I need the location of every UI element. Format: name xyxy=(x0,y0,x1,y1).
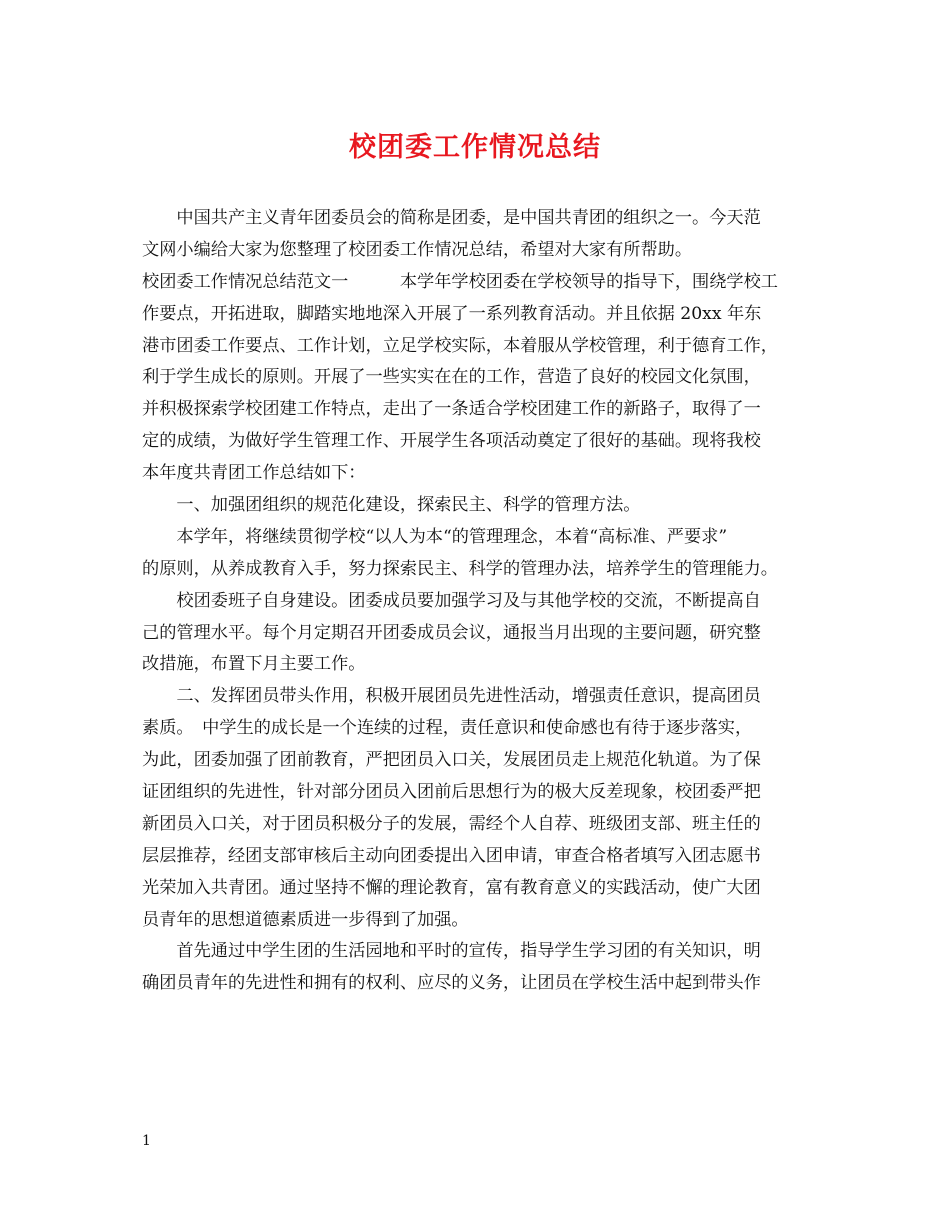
body-line: 新团员入口关，对于团员积极分子的发展，需经个人自荐、班级团支部、班主任的 xyxy=(142,813,761,834)
body-line: 校团委工作情况总结范文一 本学年学校团委在学校领导的指导下，围绕学校工 xyxy=(142,271,778,292)
body-line: 确团员青年的先进性和拥有的权利、应尽的义务，让团员在学校生活中起到带头作 xyxy=(142,973,761,994)
body-line: 并积极探索学校团建工作特点，走出了一条适合学校团建工作的新路子，取得了一 xyxy=(142,399,761,420)
body-line: 利于学生成长的原则。开展了一些实实在在的工作，营造了良好的校园文化氛围， xyxy=(142,367,761,388)
body-line: 层层推荐，经团支部审核后主动向团委提出入团申请，审查合格者填写入团志愿书 xyxy=(142,845,761,866)
body-line: 一、加强团组织的规范化建设，探索民主、科学的管理方法。 xyxy=(142,495,641,516)
body-line: 二、发挥团员带头作用，积极开展团员先进性活动，增强责任意识，提高团员 xyxy=(142,686,761,707)
body-line: 的原则，从养成教育入手，努力探索民主、科学的管理办法，培养学生的管理能力。 xyxy=(142,558,778,579)
body-line: 光荣加入共青团。通过坚持不懈的理论教育，富有教育意义的实践活动，使广大团 xyxy=(142,877,761,898)
page-number: 1 xyxy=(142,1133,151,1149)
body-line: 证团组织的先进性，针对部分团员入团前后思想行为的极大反差现象，校团委严把 xyxy=(142,782,761,803)
body-line: 己的管理水平。每个月定期召开团委成员会议，通报当月出现的主要问题，研究整 xyxy=(142,622,761,643)
body-line: 文网小编给大家为您整理了校团委工作情况总结，希望对大家有所帮助。 xyxy=(142,239,693,260)
body-line: 改措施，布置下月主要工作。 xyxy=(142,654,366,675)
body-line: 作要点，开拓进取，脚踏实地地深入开展了一系列教育活动。并且依据 20xx 年东 xyxy=(142,303,762,324)
body-line: 本学年，将继续贯彻学校“以人为本“的管理理念，本着“高标准、严要求” xyxy=(142,526,728,547)
body-line: 本年度共青团工作总结如下： xyxy=(142,463,366,484)
body-line: 定的成绩，为做好学生管理工作、开展学生各项活动奠定了很好的基础。现将我校 xyxy=(142,431,761,452)
body-line: 港市团委工作要点、工作计划，立足学校实际，本着服从学校管理，利于德育工作， xyxy=(142,335,778,356)
body-line: 为此，团委加强了团前教育，严把团员入口关，发展团员走上规范化轨道。为了保 xyxy=(142,750,761,771)
body-line: 员青年的思想道德素质进一步得到了加强。 xyxy=(142,909,469,930)
body-line: 素质。 中学生的成长是一个连续的过程，责任意识和使命感也有待于逐步落实， xyxy=(142,718,753,739)
body-line: 首先通过中学生团的生活园地和平时的宣传，指导学生学习团的有关知识，明 xyxy=(142,941,761,962)
document-title: 校团委工作情况总结 xyxy=(349,132,601,163)
document-body xyxy=(142,203,827,1000)
body-line: 中国共产主义青年团委员会的简称是团委，是中国共青团的组织之一。今天范 xyxy=(142,208,761,228)
body-line: 校团委班子自身建设。团委成员要加强学习及与其他学校的交流，不断提高自 xyxy=(142,590,761,611)
